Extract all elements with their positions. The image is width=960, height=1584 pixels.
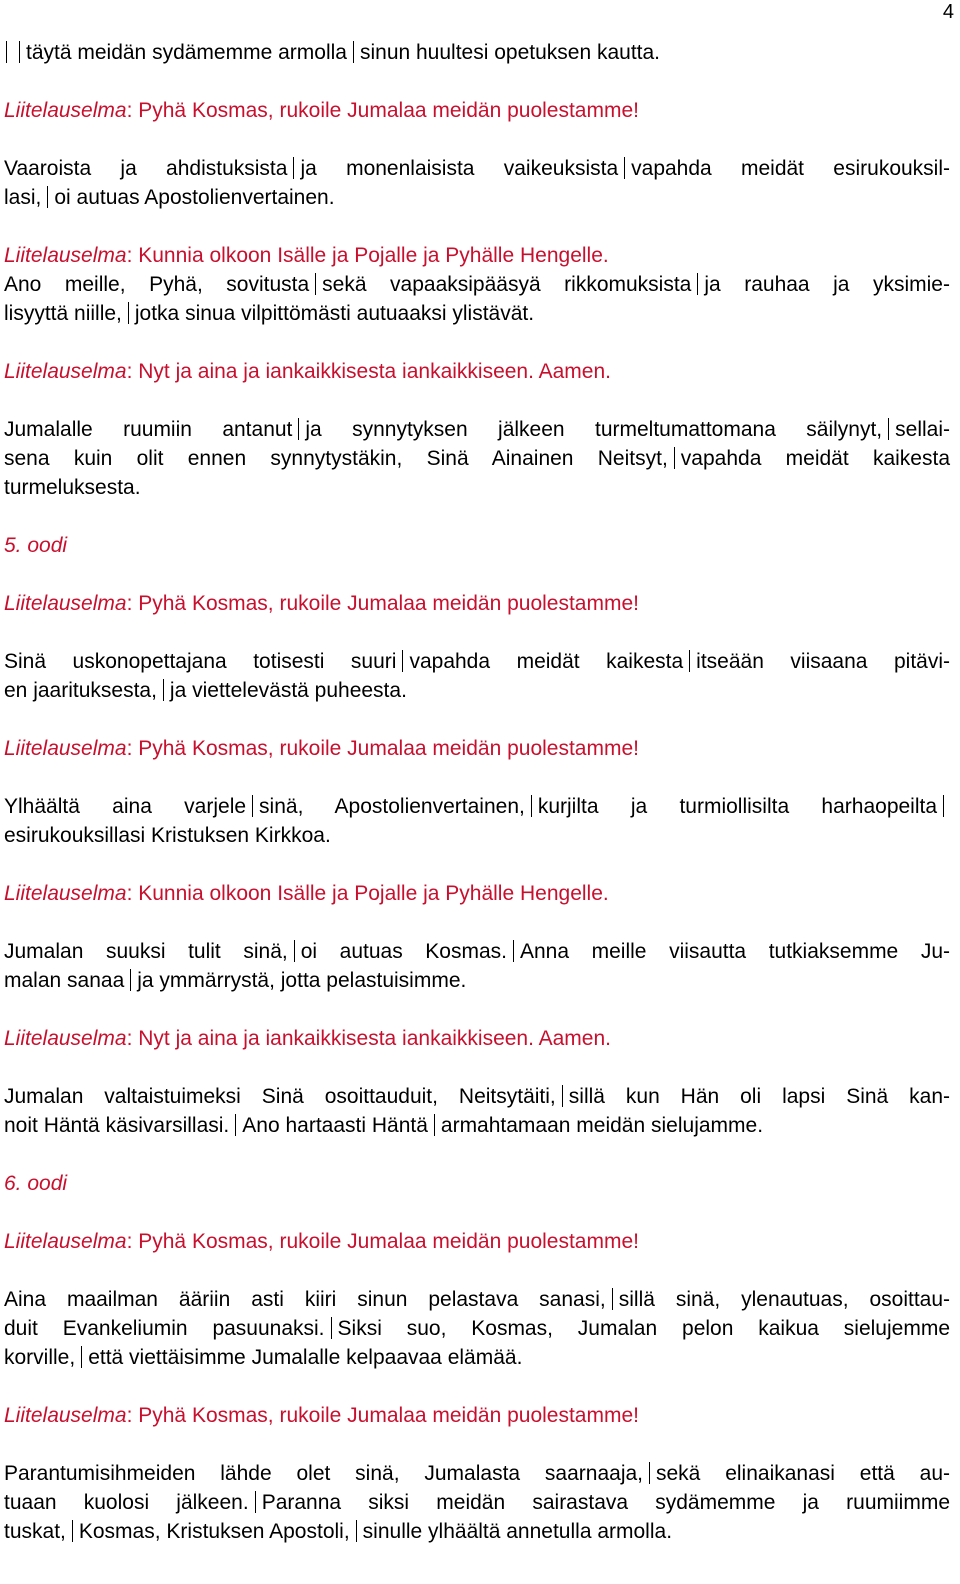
ode-heading: 6. oodi (4, 1172, 68, 1195)
verse-paragraph (4, 937, 950, 995)
pause-mark (293, 157, 294, 179)
verse-segment: vapahda meidät esirukouksil- (631, 157, 950, 180)
pause-mark (130, 969, 131, 991)
verse-segment: ja ymmärrystä, jotta pelastuisimme. (137, 969, 467, 992)
verse-paragraph (4, 1459, 950, 1546)
pause-mark (6, 41, 7, 63)
refrain-line (4, 589, 950, 618)
refrain-text: : Nyt ja aina ja iankaikkisesta iankaikkiseen. Aamen. (126, 360, 611, 383)
verse-line (4, 38, 950, 67)
verse-segment: noit Häntä käsivarsillasi. (4, 1114, 230, 1137)
refrain-label: Liitelauselma (4, 1027, 127, 1050)
verse-segment: Jumalan valtaistuimeksi Sinä osoittauduit, Neitsytäiti, (4, 1085, 556, 1108)
verse-segment: Aina maailman ääriin asti kiiri sinun pelastava sanasi, (4, 1288, 606, 1311)
verse-paragraph (4, 154, 950, 212)
verse-segment: Anna meille viisautta tutkiaksemme Ju- (520, 940, 950, 963)
verse-paragraph (4, 647, 950, 705)
verse-segment: Siksi suo, Kosmas, Jumalan pelon kaikua sielujemme (337, 1317, 950, 1340)
verse-segment: ja monenlaisista vaikeuksista (300, 157, 619, 180)
verse-segment: sinä, Apostolienvertainen, (259, 795, 525, 818)
pause-mark (624, 157, 625, 179)
pause-mark (315, 273, 316, 295)
verse-line (4, 1343, 950, 1372)
verse-paragraph (4, 38, 950, 67)
refrain-text: : Pyhä Kosmas, rukoile Jumalaa meidän puolestamme! (126, 1230, 639, 1253)
refrain-line (4, 1401, 950, 1430)
pause-mark (434, 1114, 435, 1136)
verse-segment: sekä elinaikanasi että au- (656, 1462, 950, 1485)
verse-paragraph (4, 1285, 950, 1372)
verse-line (4, 821, 950, 850)
verse-segment: vapahda meidät kaikesta (680, 447, 951, 470)
pause-mark (252, 795, 253, 817)
verse-line (4, 270, 950, 299)
pause-mark (19, 41, 20, 63)
verse-segment: sekä vapaaksipääsyä rikkomuksista (322, 273, 692, 296)
refrain-label: Liitelauselma (4, 360, 127, 383)
verse-segment: lisyyttä niille, (4, 302, 122, 325)
refrain-label: Liitelauselma (4, 737, 127, 760)
text-body (4, 38, 950, 1546)
pause-mark (255, 1491, 256, 1513)
pause-mark (943, 795, 944, 817)
refrain-line (4, 879, 950, 908)
verse-segment: Jumalan suuksi tulit sinä, (4, 940, 288, 963)
verse-segment: sillä sinä, ylenautuas, osoittau- (618, 1288, 951, 1311)
verse-paragraph (4, 792, 950, 850)
verse-line (4, 792, 950, 821)
refrain-text: : Nyt ja aina ja iankaikkisesta iankaikkiseen. Aamen. (126, 1027, 611, 1050)
verse-line (4, 676, 950, 705)
pause-mark (298, 418, 299, 440)
verse-line (4, 299, 950, 328)
verse-line (4, 415, 950, 444)
verse-segment: kurjilta ja turmiollisilta harhaopeilta (537, 795, 938, 818)
verse-segment: sinun huultesi opetuksen kautta. (359, 41, 661, 64)
refrain-text: : Kunnia olkoon Isälle ja Pojalle ja Pyhälle Hengelle. (126, 244, 609, 267)
refrain-label: Liitelauselma (4, 592, 127, 615)
verse-line (4, 154, 950, 183)
verse-segment: Sinä uskonopettajana totisesti suuri (4, 650, 397, 673)
verse-segment: oi autuas Apostolienvertainen. (54, 186, 335, 209)
refrain-text: : Pyhä Kosmas, rukoile Jumalaa meidän puolestamme! (126, 1404, 639, 1427)
verse-segment: Jumalalle ruumiin antanut (4, 418, 293, 441)
pause-mark (513, 940, 514, 962)
verse-segment: itseään viisaana pitävi- (696, 650, 951, 673)
verse-segment: jotka sinua vilpittömästi autuaaksi ylistävät. (134, 302, 535, 325)
pause-mark (353, 41, 354, 63)
verse-segment: täytä meidän sydämemme armolla (26, 41, 347, 64)
verse-segment: esirukouksillasi Kristuksen Kirkkoa. (4, 824, 331, 847)
refrain-line (4, 96, 950, 125)
verse-segment: sinulle ylhäältä annetulla armolla. (362, 1520, 673, 1543)
pause-mark (47, 186, 48, 208)
refrain-text: : Pyhä Kosmas, rukoile Jumalaa meidän puolestamme! (126, 737, 639, 760)
pause-mark (697, 273, 698, 295)
verse-segment: ja rauhaa ja yksimie- (704, 273, 950, 296)
verse-line (4, 1314, 950, 1343)
refrain-label: Liitelauselma (4, 244, 127, 267)
refrain-text: : Pyhä Kosmas, rukoile Jumalaa meidän puolestamme! (126, 592, 639, 615)
verse-segment: Vaaroista ja ahdistuksista (4, 157, 288, 180)
verse-line (4, 1517, 950, 1546)
pause-mark (674, 447, 675, 469)
verse-segment: armahtamaan meidän sielujamme. (440, 1114, 764, 1137)
pause-mark (562, 1085, 563, 1107)
verse-line (4, 1082, 950, 1111)
pause-mark (531, 795, 532, 817)
verse-line (4, 1285, 950, 1314)
verse-segment: Kosmas, Kristuksen Apostoli, (78, 1520, 350, 1543)
verse-segment: tuaan kuolosi jälkeen. (4, 1491, 249, 1514)
verse-segment: Ano meille, Pyhä, sovitusta (4, 273, 310, 296)
verse-segment: duit Evankeliumin pasuunaksi. (4, 1317, 325, 1340)
verse-line (4, 1488, 950, 1517)
verse-line (4, 966, 950, 995)
refrain-line (4, 1024, 950, 1053)
verse-segment: malan sanaa (4, 969, 125, 992)
page-number: 4 (942, 1, 954, 23)
verse-segment: oi autuas Kosmas. (300, 940, 507, 963)
pause-mark (612, 1288, 613, 1310)
verse-paragraph (4, 1082, 950, 1140)
pause-mark (689, 650, 690, 672)
pause-mark (163, 679, 164, 701)
verse-segment: sena kuin olit ennen synnytystäkin, Sinä Ainainen Neitsyt, (4, 447, 668, 470)
pause-mark (331, 1317, 332, 1339)
verse-segment: turmeluksesta. (4, 476, 141, 499)
verse-segment: ja viettelevästä puheesta. (169, 679, 407, 702)
refrain-line (4, 241, 950, 270)
refrain-line (4, 357, 950, 386)
refrain-text: : Pyhä Kosmas, rukoile Jumalaa meidän puolestamme! (126, 99, 639, 122)
verse-line (4, 183, 950, 212)
verse-segment: Paranna siksi meidän sairastava sydämemme ja ruumiimme (261, 1491, 950, 1514)
verse-line (4, 937, 950, 966)
pause-mark (649, 1462, 650, 1484)
verse-line (4, 647, 950, 676)
pause-mark (128, 302, 129, 324)
verse-segment: ja synnytyksen jälkeen turmeltumattomana säilynyt, (305, 418, 883, 441)
verse-segment: lasi, (4, 186, 42, 209)
verse-segment: Ylhäältä aina varjele (4, 795, 247, 818)
refrain-line (4, 1227, 950, 1256)
verse-segment: tuskat, (4, 1520, 66, 1543)
pause-mark (356, 1520, 357, 1542)
refrain-label: Liitelauselma (4, 1404, 127, 1427)
refrain-label: Liitelauselma (4, 882, 127, 905)
pause-mark (294, 940, 295, 962)
refrain-label: Liitelauselma (4, 99, 127, 122)
verse-segment: Ano hartaasti Häntä (242, 1114, 428, 1137)
verse-segment: vapahda meidät kaikesta (409, 650, 684, 673)
pause-mark (81, 1346, 82, 1368)
ode-heading: 5. oodi (4, 534, 68, 557)
verse-segment: sillä kun Hän oli lapsi Sinä kan- (568, 1085, 951, 1108)
verse-segment: sellai- (895, 418, 950, 441)
verse-segment: Parantumisihmeiden lähde olet sinä, Jumalasta saarnaaja, (4, 1462, 643, 1485)
verse-segment: että viettäisimme Jumalalle kelpaavaa elämää. (88, 1346, 523, 1369)
pause-mark (72, 1520, 73, 1542)
verse-line (4, 1459, 950, 1488)
pause-mark (235, 1114, 236, 1136)
verse-segment: korville, (4, 1346, 76, 1369)
refrain-label: Liitelauselma (4, 1230, 127, 1253)
refrain-line (4, 734, 950, 763)
verse-line (4, 1111, 950, 1140)
pause-mark (402, 650, 403, 672)
pause-mark (888, 418, 889, 440)
verse-line (4, 444, 950, 473)
verse-paragraph (4, 415, 950, 502)
verse-segment: en jaarituksesta, (4, 679, 157, 702)
refrain-text: : Kunnia olkoon Isälle ja Pojalle ja Pyhälle Hengelle. (126, 882, 609, 905)
verse-paragraph (4, 270, 950, 328)
verse-line (4, 473, 950, 502)
